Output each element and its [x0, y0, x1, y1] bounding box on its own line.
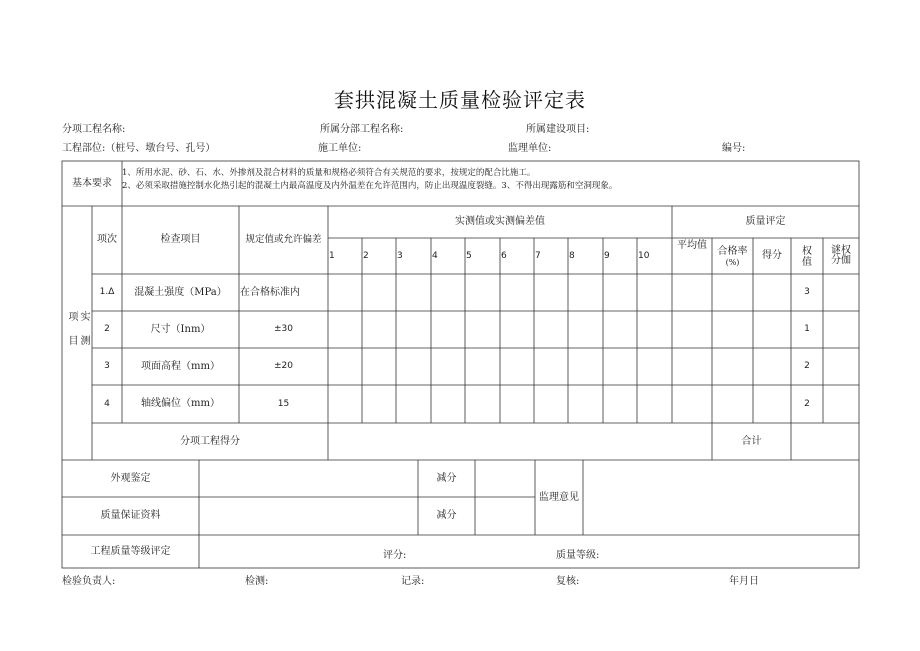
- weight-header: [791, 240, 823, 274]
- inspector-label: 检验负责人:: [62, 576, 116, 587]
- appearance-label: 外观鉴定: [110, 472, 151, 484]
- supervisor-label: 监理单位:: [508, 143, 552, 154]
- record-label: 记录:: [401, 576, 425, 587]
- total-label: 合计: [741, 435, 762, 447]
- quality-docs-label: 质量保证资料: [100, 510, 161, 521]
- col-5-header: 5: [466, 250, 472, 261]
- requirement-line-1: 1、所用水泥、砂、石、水、外掺剂及混合材料的质量和规格必须符合有关规范的要求，按规定的配合比施工。: [122, 168, 536, 178]
- pass-rate-unit: (%): [725, 258, 740, 268]
- item-no-header: 项次: [97, 234, 117, 245]
- quality-eval-header: 质量评定: [745, 216, 786, 227]
- score-header: 得分: [762, 250, 782, 261]
- col-8-header: 8: [569, 250, 575, 261]
- division-name-label: 所属分部工程名称:: [320, 124, 404, 135]
- col-10-header: 10: [638, 250, 650, 261]
- project-score-label: 分项工程得分: [180, 435, 240, 447]
- row-1-no: 1.Δ: [99, 287, 115, 298]
- row-1-spec: 在合格标准内: [240, 286, 300, 298]
- row-4-no: 4: [104, 398, 110, 409]
- weighted-score-header: [823, 238, 859, 274]
- measured-items-label: [62, 300, 92, 370]
- row-3-no: 3: [104, 361, 110, 372]
- row-4-weight: 2: [804, 398, 810, 409]
- contractor-label: 施工单位:: [318, 143, 362, 154]
- row-2-no: 2: [104, 324, 110, 335]
- check-item-header: 检查项目: [160, 234, 201, 245]
- col-7-header: 7: [535, 250, 541, 261]
- page-title: 套拱混凝土质量检验评定表: [334, 88, 586, 112]
- requirements-text: [122, 167, 857, 193]
- row-3-item: 项面高程（mm）: [141, 360, 220, 372]
- measured-values-header: 实测值或实测偏差值: [455, 216, 545, 227]
- row-4-spec: 15: [277, 398, 290, 409]
- row-4-item: 轴线偏位（mm）: [141, 398, 220, 409]
- serial-label: 编号:: [722, 143, 746, 154]
- date-label: 年月日: [729, 576, 759, 587]
- row-1-weight: 3: [804, 287, 810, 298]
- pass-rate-header: [712, 240, 753, 274]
- measured-items-text: 实测项目: [66, 311, 89, 359]
- col-1-header: 1: [329, 250, 335, 261]
- col-3-header: 3: [397, 250, 403, 261]
- col-4-header: 4: [432, 250, 438, 261]
- review-label: 复核:: [556, 576, 580, 587]
- weighted-score-text: 谜权分伽: [831, 244, 851, 266]
- testing-label: 检测:: [245, 576, 269, 587]
- col-6-header: 6: [501, 250, 507, 261]
- row-3-spec: ±20: [274, 361, 293, 372]
- construction-item-label: 所属建设项目:: [526, 124, 590, 135]
- grade-eval-label: 工程质量等级评定: [90, 545, 171, 557]
- rating-label: 评分:: [383, 550, 407, 561]
- row-2-spec: ±30: [274, 324, 293, 335]
- row-2-item: 尺寸（Inm）: [150, 323, 211, 335]
- deduction-1-label: 减分: [436, 472, 457, 484]
- row-1-item: 混凝土强度（MPa）: [134, 286, 227, 298]
- location-label: 工程部位:（桩号、墩台号、孔号）: [62, 143, 216, 154]
- average-header: 平均值: [677, 240, 707, 251]
- row-2-weight: 1: [804, 324, 810, 335]
- requirement-line-2: 2、必须采取措施控制水化热引起的混凝土内最高温度及内外温差在允许范围内，防止出现温度裂缝。3、不得出现露筋和空洞现象。: [122, 181, 618, 191]
- col-9-header: 9: [604, 250, 610, 261]
- weight-header-text: 权值: [802, 246, 812, 268]
- quality-grade-label: 质量等级:: [556, 550, 600, 561]
- allowed-header: 规定值或允许偏差: [245, 234, 322, 246]
- row-3-weight: 2: [804, 361, 810, 372]
- requirements-label: 基本要求: [72, 177, 112, 189]
- col-2-header: 2: [363, 250, 369, 261]
- deduction-2-label: 减分: [436, 510, 457, 521]
- project-name-label: 分项工程名称:: [62, 124, 126, 135]
- supervisor-opinion-label: 监理意见: [539, 491, 579, 503]
- pass-rate-label: 合格率: [717, 246, 748, 258]
